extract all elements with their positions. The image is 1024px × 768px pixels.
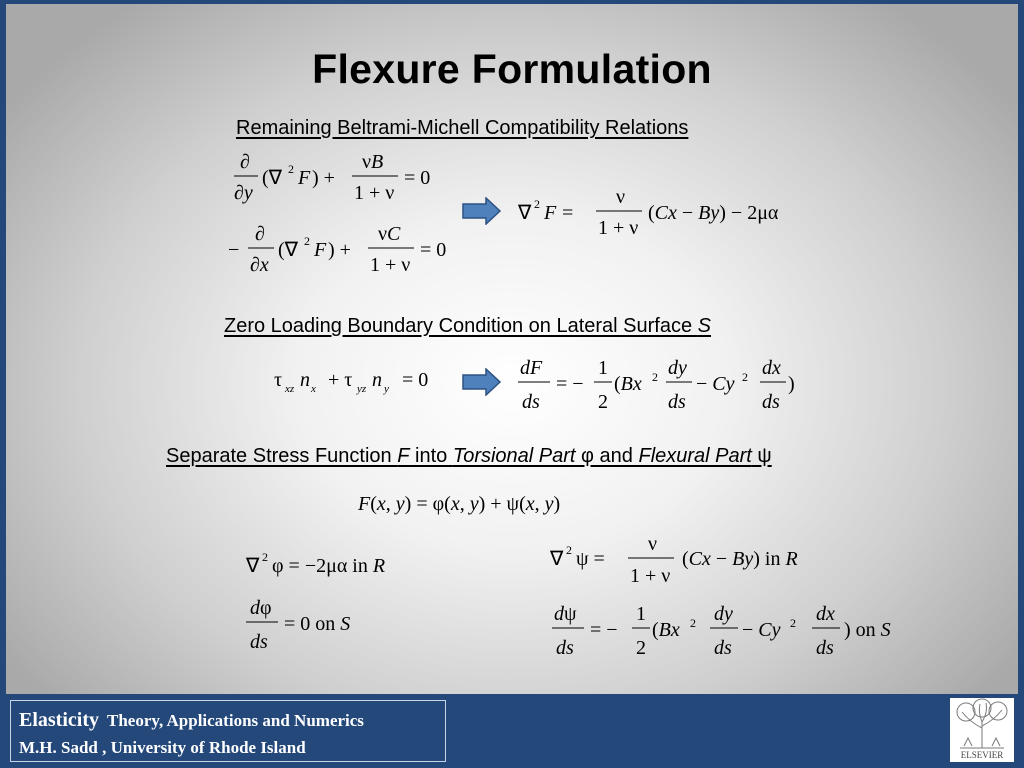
svg-text:dx: dx <box>816 603 835 625</box>
svg-text:1: 1 <box>636 603 646 625</box>
svg-text:dy: dy <box>714 603 733 625</box>
svg-text:− Cy: − Cy <box>696 373 735 395</box>
svg-text:2: 2 <box>690 616 696 630</box>
svg-text:2: 2 <box>598 391 608 413</box>
svg-text:= −: = − <box>556 373 584 395</box>
footer-book-subtitle: Theory, Applications and Numerics <box>107 711 364 730</box>
svg-text:= 0 on S: = 0 on S <box>284 613 351 635</box>
svg-text:τ: τ <box>274 369 283 391</box>
svg-text:ds: ds <box>250 631 268 653</box>
eq-decomposition <box>358 488 658 520</box>
svg-text:∂: ∂ <box>255 223 265 245</box>
svg-text:ds: ds <box>816 637 834 659</box>
heading-separate-v1: F <box>397 445 410 467</box>
heading-separate-t2: into <box>409 445 453 467</box>
svg-text:ds: ds <box>668 391 686 413</box>
svg-text:) on S: ) on S <box>844 619 891 641</box>
svg-text:) +: ) + <box>328 239 351 261</box>
svg-text:∂: ∂ <box>240 151 250 173</box>
svg-text:n: n <box>372 369 382 391</box>
svg-text:ν: ν <box>648 533 658 555</box>
heading-boundary <box>224 315 711 338</box>
heading-compatibility: Remaining Beltrami-Michell Compatibility Relations <box>236 117 689 139</box>
svg-text:∇: ∇ <box>518 202 532 224</box>
svg-text:ds: ds <box>714 637 732 659</box>
footer-title-line <box>19 709 364 732</box>
eq-boundary <box>274 362 474 402</box>
svg-text:dy: dy <box>668 357 687 379</box>
svg-text:2: 2 <box>652 370 658 384</box>
svg-text:y: y <box>384 383 389 395</box>
implies-arrow-icon <box>462 368 502 396</box>
svg-text:νB: νB <box>362 151 384 173</box>
footer-bar <box>0 694 1024 768</box>
slide-title: Flexure Formulation <box>312 46 712 92</box>
svg-text:(Bx: (Bx <box>614 373 642 395</box>
svg-text:2: 2 <box>636 637 646 659</box>
svg-text:+ τ: + τ <box>328 369 353 391</box>
svg-text:1: 1 <box>598 357 608 379</box>
svg-text:n: n <box>300 369 310 391</box>
heading-boundary-var: S <box>697 315 711 337</box>
svg-text:ds: ds <box>556 637 574 659</box>
footer-author: M.H. Sadd , University of Rhode Island <box>19 738 306 757</box>
svg-text:) +: ) + <box>312 167 335 189</box>
eq-compat-result <box>518 186 838 252</box>
svg-text:= 0: = 0 <box>404 167 431 189</box>
svg-text:F: F <box>544 202 557 224</box>
svg-text:1 + ν: 1 + ν <box>598 217 639 239</box>
svg-text:− Cy: − Cy <box>742 619 781 641</box>
eq-flexure-boundary <box>552 598 932 668</box>
svg-text:ds: ds <box>762 391 780 413</box>
svg-text:(∇: (∇ <box>278 239 299 261</box>
implies-arrow-icon <box>462 197 502 225</box>
heading-separate-t4: ψ <box>751 445 772 467</box>
svg-text:dF: dF <box>520 357 543 379</box>
eq-compat-2 <box>228 220 468 286</box>
slide-body <box>6 4 1018 694</box>
svg-text:∂x: ∂x <box>250 254 269 276</box>
svg-text:= 0: = 0 <box>402 369 429 391</box>
heading-separate-v3: Flexural Part <box>638 445 752 467</box>
svg-text:F: F <box>314 239 327 261</box>
svg-text:2: 2 <box>534 197 540 211</box>
eq-torsion-field <box>246 548 466 582</box>
svg-text:=: = <box>562 202 574 224</box>
svg-text:(Bx: (Bx <box>652 619 680 641</box>
svg-text:xz: xz <box>285 383 295 395</box>
svg-text:= −: = − <box>590 619 618 641</box>
svg-text:1 + ν: 1 + ν <box>630 565 671 587</box>
svg-text:ds: ds <box>522 391 540 413</box>
eq-torsion-boundary <box>246 592 426 658</box>
heading-separate <box>166 445 772 468</box>
svg-text:φ = −2μα in R: φ = −2μα in R <box>272 555 386 577</box>
elsevier-logo-text: ELSEVIER <box>960 750 1004 760</box>
heading-separate-v2: Torsional Part <box>452 445 576 467</box>
svg-text:dψ: dψ <box>554 603 577 625</box>
svg-text:∂y: ∂y <box>234 182 253 204</box>
svg-text:yz: yz <box>357 383 367 395</box>
svg-text:F(x, y) = φ(x, y) + ψ(x, y): F(x, y) = φ(x, y) + ψ(x, y) <box>358 493 561 515</box>
svg-text:∇: ∇ <box>550 548 564 570</box>
footer-book-title: Elasticity <box>19 709 99 731</box>
svg-text:∇: ∇ <box>246 555 260 577</box>
svg-text:x: x <box>311 383 316 395</box>
svg-text:(Cx − By) − 2μα: (Cx − By) − 2μα <box>648 202 779 224</box>
svg-text:ν: ν <box>616 186 626 208</box>
footer-book-info <box>10 700 446 762</box>
svg-text:dx: dx <box>762 357 781 379</box>
svg-text:1 + ν: 1 + ν <box>354 182 395 204</box>
svg-text:2: 2 <box>288 162 294 176</box>
svg-text:= 0: = 0 <box>420 239 447 261</box>
svg-text:2: 2 <box>790 616 796 630</box>
svg-text:2: 2 <box>304 234 310 248</box>
heading-separate-t1: Separate Stress Function <box>166 445 398 467</box>
svg-text:F: F <box>298 167 311 189</box>
svg-text:(∇: (∇ <box>262 167 283 189</box>
svg-text:ψ =: ψ = <box>576 548 605 570</box>
svg-text:(Cx − By) in R: (Cx − By) in R <box>682 548 798 570</box>
elsevier-logo <box>950 698 1014 762</box>
elsevier-tree-logo <box>950 698 1014 750</box>
eq-compat-1 <box>228 148 448 214</box>
svg-text:2: 2 <box>262 550 268 564</box>
heading-boundary-text: Zero Loading Boundary Condition on Lateral Surface <box>224 315 698 337</box>
svg-text:2: 2 <box>566 543 572 557</box>
svg-text:2: 2 <box>742 370 748 384</box>
svg-text:−: − <box>228 239 240 261</box>
svg-text:1 + ν: 1 + ν <box>370 254 411 276</box>
svg-text:νC: νC <box>378 223 401 245</box>
eq-flexure-field <box>550 532 870 598</box>
svg-text:): ) <box>788 373 795 395</box>
eq-boundary-result <box>518 354 818 420</box>
svg-text:dφ: dφ <box>250 597 272 619</box>
heading-separate-t3: φ and <box>575 445 639 467</box>
